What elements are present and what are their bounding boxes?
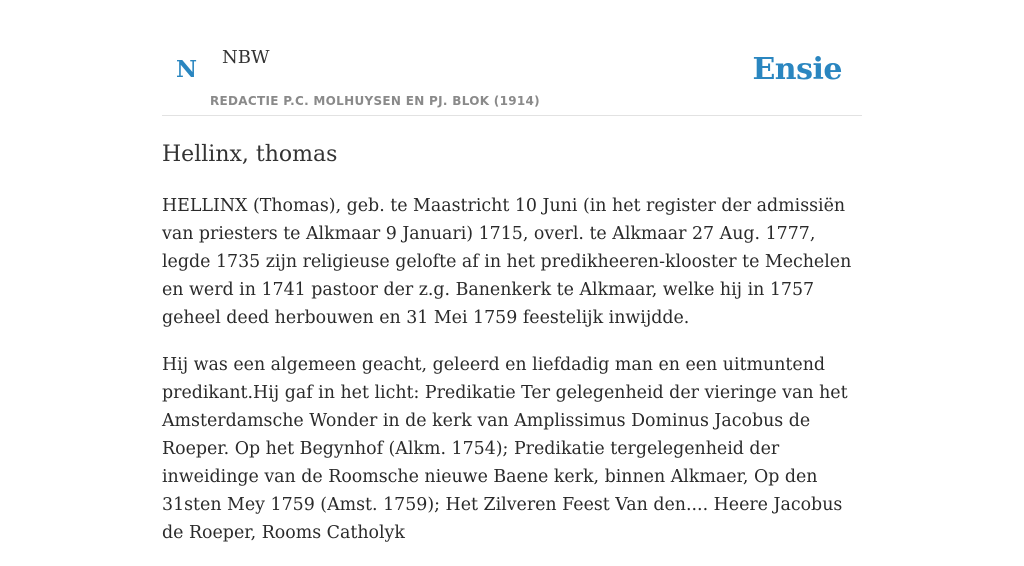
article-paragraph: HELLINX (Thomas), geb. te Maastricht 10 Juni (in het register der admissiën van priesters te Alkmaar 9 Januari) 1715, overl. te Alkmaar 27 Aug. 1777, legde 1735 zijn religieuse gelofte af in het predikheeren-klooster te Mechelen en werd in 1741 pastoor der z.g. Banenkerk te Alkmaar, welke hij in 1757 geheel deed herbouwen en 31 Mei 1759 feestelijk inwijdde.: [162, 196, 852, 328]
article-paragraph: Hij was een algemeen geacht, geleerd en liefdadig man en een uitmuntend predikant.Hij gaf in het licht: Predikatie Ter gelegenheid der vieringe van het Amsterdamsche Wonder in de kerk van Amplissimus Dominus Jacobus de Roeper. Op het Begynhof (Alkm. 1754); Predikatie tergelegenheid der inweidinge van de Roomsche nieuwe Baene kerk, binnen Alkmaer, Op den 31sten Mey 1759 (Amst. 1759); Het Zilveren Feest Van den.... Heere Jacobus de Roeper, Rooms Catholyk: [162, 355, 848, 543]
article-body: [162, 192, 862, 566]
source-logo-icon[interactable]: N: [176, 56, 198, 83]
source-title[interactable]: NBW: [222, 47, 270, 68]
header: [162, 0, 862, 116]
brand-logo[interactable]: Ensie: [752, 52, 842, 87]
source-editors: REDACTIE P.C. MOLHUYSEN EN PJ. BLOK (1914): [210, 94, 540, 108]
article-title: Hellinx, thomas: [162, 142, 338, 167]
page: [162, 0, 862, 543]
